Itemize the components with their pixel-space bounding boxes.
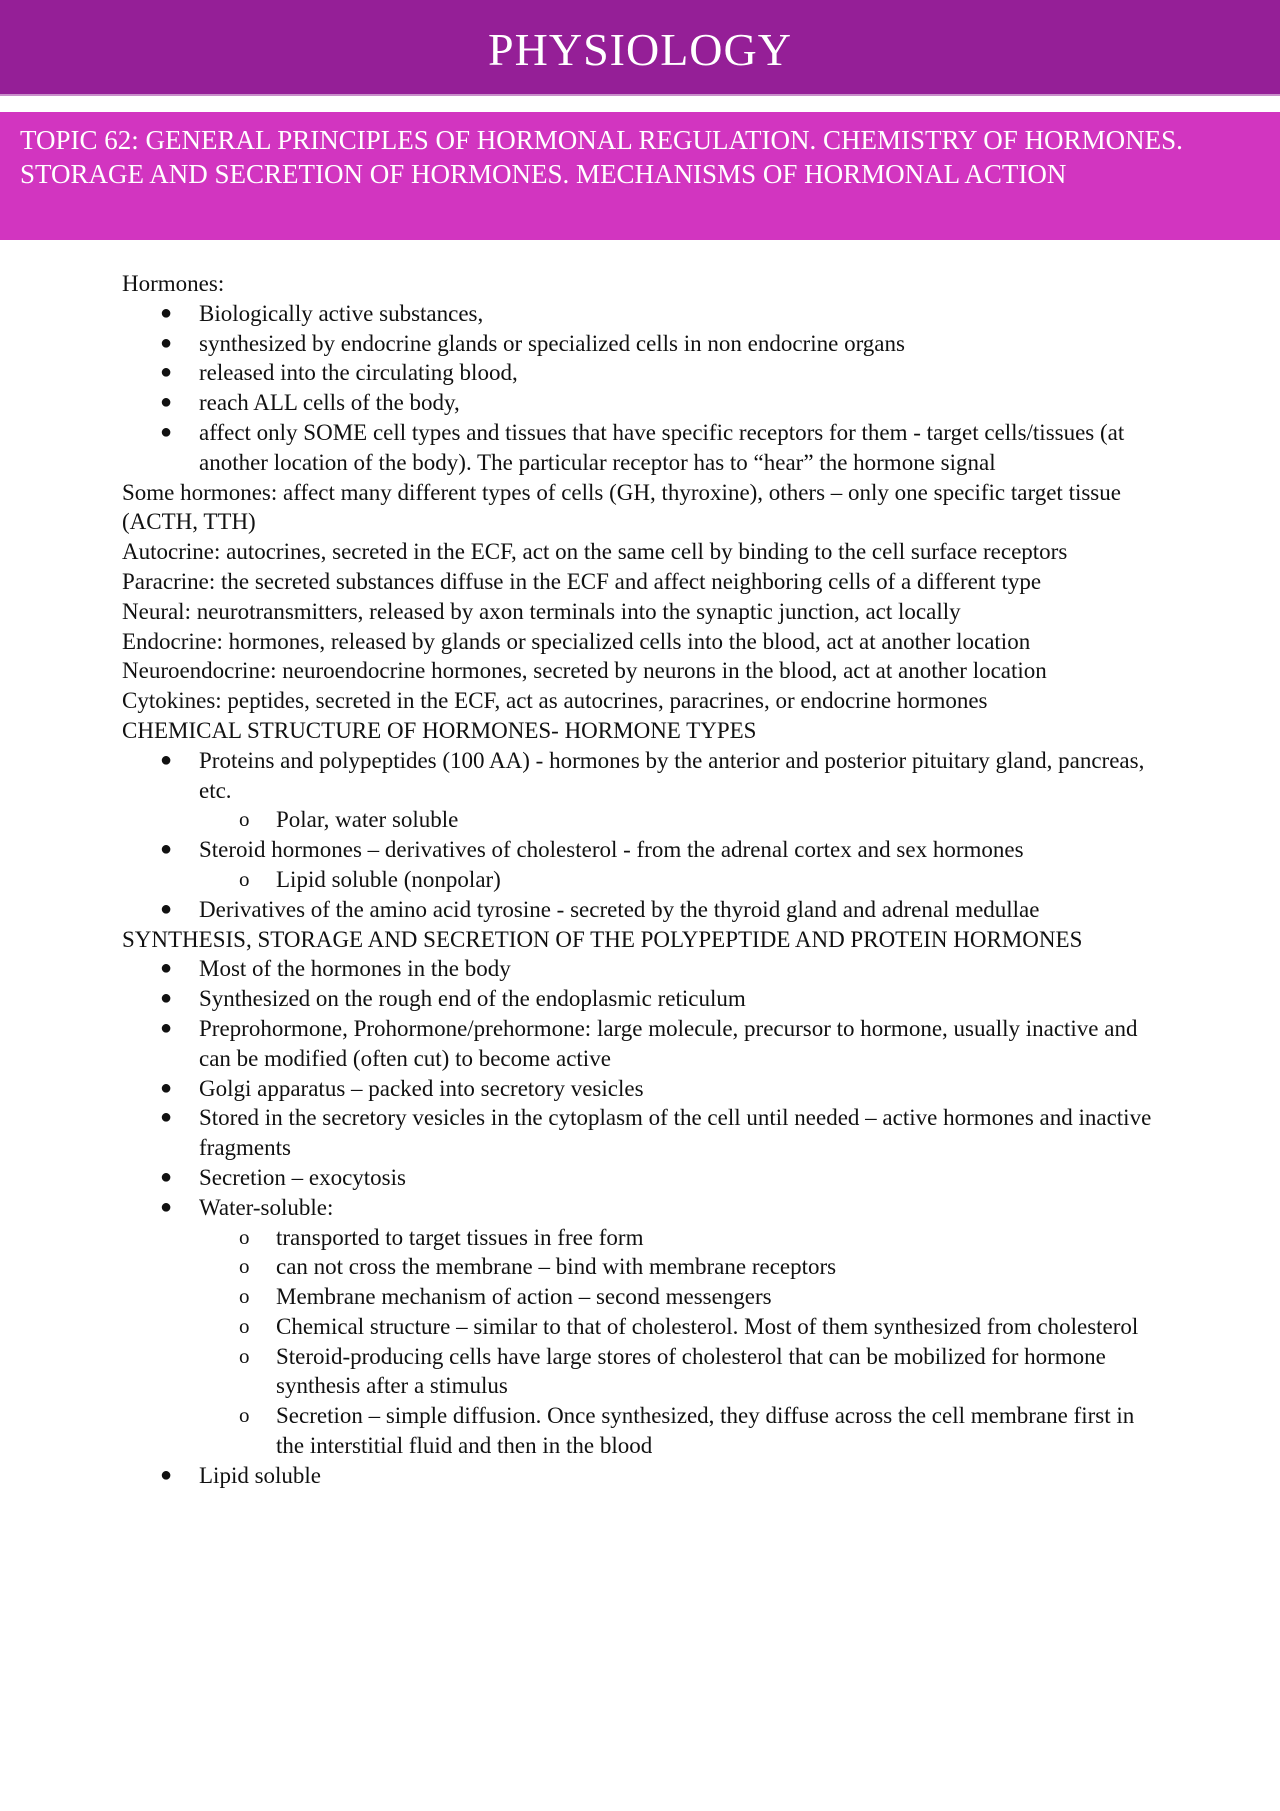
bullet-dot-icon: ● bbox=[160, 1016, 173, 1039]
paragraph: Some hormones: affect many different types of cells (GH, thyroxine), others – only one specific target tissue (ACTH, TTH) bbox=[122, 479, 1121, 535]
list-item: ● Water-soluble: o transported to target tissues in free form o can not cross the membrane – bind with membrane receptors o Membrane mechanism of action – second messengers o Chemical structure – similar to that of cholesterol. Most of them synthesized from cholesterol o Steroid-producing cells have large stores of cholesterol that can be mobilized for hormone synthesis after a stimulus o Secretion – simple diffusion. Once synthesized, they diffuse across the cell membrane first in the interstitial fluid and then in the blood bbox=[199, 1193, 1162, 1461]
bullet-dot-icon: ● bbox=[160, 1076, 173, 1099]
bullet-dot-icon: ● bbox=[160, 897, 173, 920]
title-banner bbox=[0, 0, 1280, 96]
sub-list bbox=[199, 865, 1162, 895]
paragraph: Neuroendocrine: neuroendocrine hormones, secreted by neurons in the blood, act at another location bbox=[122, 658, 1047, 684]
section-heading-synthesis: SYNTHESIS, STORAGE AND SECRETION OF THE POLYPEPTIDE AND PROTEIN HORMONES bbox=[122, 926, 1083, 952]
list-item: ● Synthesized on the rough end of the endoplasmic reticulum bbox=[199, 984, 1162, 1014]
list-item: ● Derivatives of the amino acid tyrosine - secreted by the thyroid gland and adrenal medullae bbox=[199, 895, 1162, 925]
paragraph: Neural: neurotransmitters, released by axon terminals into the synaptic junction, act locally bbox=[122, 598, 961, 624]
hormone-types-list bbox=[122, 746, 1162, 925]
list-item: ● reach ALL cells of the body, bbox=[199, 388, 1162, 418]
sub-list-item: o transported to target tissues in free form bbox=[276, 1223, 1162, 1253]
water-soluble-sub-list bbox=[199, 1223, 1162, 1461]
paragraph: Cytokines: peptides, secreted in the ECF, act as autocrines, paracrines, or endocrine hormones bbox=[122, 688, 988, 714]
section-heading-chemical-structure: CHEMICAL STRUCTURE OF HORMONES- HORMONE TYPES bbox=[122, 717, 757, 743]
list-item: ● Preprohormone, Prohormone/prehormone: large molecule, precursor to hormone, usually inactive and can be modified (often cut) to become active bbox=[160, 1015, 1138, 1071]
bullet-dot-icon: ● bbox=[160, 361, 173, 384]
sub-list-item: o Secretion – simple diffusion. Once synthesized, they diffuse across the cell membrane first in the interstitial fluid and then in the blood bbox=[239, 1403, 1135, 1459]
bullet-dot-icon: ● bbox=[160, 957, 173, 980]
bullet-dot-icon: ● bbox=[160, 1195, 173, 1218]
synthesis-list bbox=[122, 954, 1162, 1490]
list-item: ● Golgi apparatus – packed into secretory vesicles bbox=[199, 1074, 1162, 1104]
bullet-dot-icon: ● bbox=[160, 838, 173, 861]
bullet-circle-icon: o bbox=[239, 1313, 250, 1338]
bullet-circle-icon: o bbox=[239, 1403, 250, 1428]
bullet-dot-icon: ● bbox=[160, 301, 173, 324]
list-item: ● Lipid soluble bbox=[199, 1461, 1162, 1491]
bullet-dot-icon: ● bbox=[160, 987, 173, 1010]
sub-list bbox=[199, 805, 1162, 835]
sub-list-item: o Membrane mechanism of action – second messengers bbox=[276, 1282, 1162, 1312]
document-body bbox=[122, 269, 1162, 1491]
list-item: ● Stored in the secretory vesicles in the cytoplasm of the cell until needed – active hormones and inactive fragments bbox=[160, 1105, 1152, 1161]
sub-list-item: o Steroid-producing cells have large stores of cholesterol that can be mobilized for hormone synthesis after a stimulus bbox=[239, 1343, 1106, 1399]
hormones-list bbox=[122, 299, 1162, 478]
bullet-dot-icon: ● bbox=[160, 1106, 173, 1129]
bullet-circle-icon: o bbox=[239, 1343, 250, 1368]
paragraph: Endocrine: hormones, released by glands or specialized cells into the blood, act at another location bbox=[122, 628, 1031, 654]
list-item: ● Most of the hormones in the body bbox=[199, 954, 1162, 984]
sub-list-item: o Chemical structure – similar to that of cholesterol. Most of them synthesized from cholesterol bbox=[276, 1312, 1162, 1342]
list-item: ● Proteins and polypeptides (100 AA) - hormones by the anterior and posterior pituitary gland, pancreas, etc. o Polar, water soluble bbox=[199, 746, 1162, 835]
bullet-dot-icon: ● bbox=[160, 420, 173, 443]
bullet-circle-icon: o bbox=[239, 866, 250, 891]
paragraph: Paracrine: the secreted substances diffuse in the ECF and affect neighboring cells of a different type bbox=[122, 568, 1042, 594]
list-item: ● affect only SOME cell types and tissues that have specific receptors for them - target cells/tissues (at another location of the body). The particular receptor has to “hear” the hormone signal bbox=[160, 419, 1125, 475]
paragraph: Autocrine: autocrines, secreted in the ECF, act on the same cell by binding to the cell surface receptors bbox=[122, 539, 1068, 565]
list-item: ● Secretion – exocytosis bbox=[199, 1163, 1162, 1193]
sub-list-item: o can not cross the membrane – bind with membrane receptors bbox=[276, 1252, 1162, 1282]
bullet-dot-icon: ● bbox=[160, 1463, 173, 1486]
topic-banner bbox=[0, 112, 1280, 240]
list-item: ● Biologically active substances, bbox=[199, 299, 1162, 329]
bullet-circle-icon: o bbox=[239, 1224, 250, 1249]
bullet-circle-icon: o bbox=[239, 1254, 250, 1279]
bullet-dot-icon: ● bbox=[160, 391, 173, 414]
sub-list-item: o Polar, water soluble bbox=[276, 805, 1162, 835]
topic-title: TOPIC 62: GENERAL PRINCIPLES OF HORMONAL REGULATION. CHEMISTRY OF HORMONES. STORAGE AND SECRETION OF HORMONES. MECHANISMS OF HORMONAL ACTION bbox=[20, 125, 1183, 189]
sub-list-item: o Lipid soluble (nonpolar) bbox=[276, 865, 1162, 895]
list-item: ● Steroid hormones – derivatives of cholesterol - from the adrenal cortex and sex hormones o Lipid soluble (nonpolar) bbox=[199, 835, 1162, 895]
bullet-dot-icon: ● bbox=[160, 331, 173, 354]
bullet-circle-icon: o bbox=[239, 807, 250, 832]
page-title: PHYSIOLOGY bbox=[488, 23, 792, 75]
list-item: ● released into the circulating blood, bbox=[199, 358, 1162, 388]
bullet-circle-icon: o bbox=[239, 1284, 250, 1309]
hormones-label: Hormones: bbox=[122, 271, 225, 296]
bullet-dot-icon: ● bbox=[160, 1165, 173, 1188]
list-item: ● synthesized by endocrine glands or specialized cells in non endocrine organs bbox=[199, 329, 1162, 359]
bullet-dot-icon: ● bbox=[160, 748, 173, 771]
